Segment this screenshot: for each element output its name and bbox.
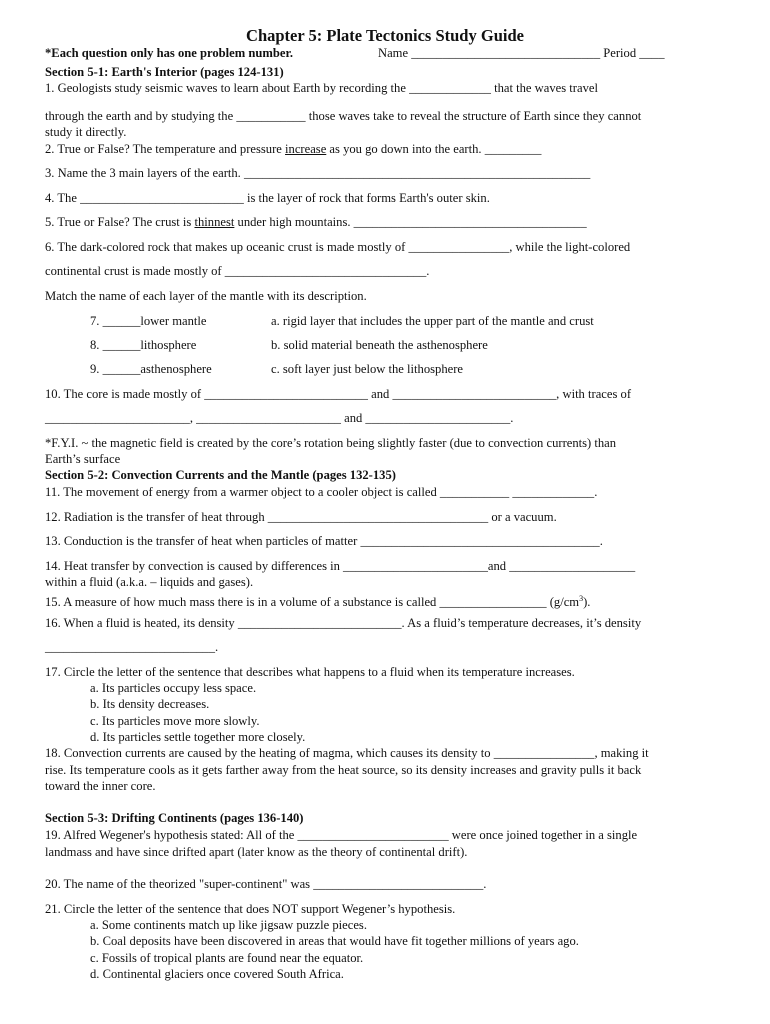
question-18-line-3: toward the inner core. (45, 779, 156, 793)
question-19-line-2: landmass and have since drifted apart (later know as the theory of continental drift). (45, 845, 468, 859)
question-8: 8. ______lithosphere (90, 338, 197, 352)
question-13: 13. Conduction is the transfer of heat when particles of matter ______________________________________. (45, 534, 603, 548)
question-5-blank: under high mountains. _____________________________________ (234, 215, 587, 229)
question-18-line-2: rise. Its temperature cools as it gets farther away from the heat source, so its density increases and gravity pulls it back (45, 763, 642, 777)
question-1-line-3: study it directly. (45, 125, 127, 139)
question-21-option-d: d. Continental glaciers once covered South Africa. (90, 967, 344, 981)
question-19-line-1: 19. Alfred Wegener's hypothesis stated: All of the ________________________ were once joined together in a single (45, 828, 638, 842)
question-7: 7. ______lower mantle (90, 314, 207, 328)
question-17-option-b: b. Its density decreases. (90, 697, 210, 711)
question-17-option-c: c. Its particles move more slowly. (90, 714, 260, 728)
page-title: Chapter 5: Plate Tectonics Study Guide (246, 26, 524, 45)
question-1-line-2: through the earth and by studying the ___________ those waves take to reveal the structure of Earth since they cannot (45, 109, 642, 123)
match-option-c: c. soft layer just below the lithosphere (271, 362, 464, 376)
question-15 (45, 591, 590, 610)
question-2 (45, 142, 541, 157)
question-21-option-b: b. Coal deposits have been discovered in areas that would have fit together millions of years ago. (90, 934, 579, 948)
question-5-text: 5. True or False? The crust is (45, 215, 195, 229)
question-20: 20. The name of the theorized "super-continent" was ___________________________. (45, 877, 487, 891)
question-5-underlined: thinnest (194, 215, 235, 229)
question-10-line-1: 10. The core is made mostly of __________________________ and __________________________, with traces of (45, 387, 632, 401)
section-heading-5-3: Section 5-3: Drifting Continents (pages 136-140) (45, 811, 304, 825)
instructions: *Each question only has one problem number. (45, 46, 294, 60)
question-14-line-1: 14. Heat transfer by convection is caused by differences in _______________________and ____________________ (45, 559, 636, 573)
question-21-option-a: a. Some continents match up like jigsaw puzzle pieces. (90, 918, 367, 932)
question-18-line-1: 18. Convection currents are caused by the heating of magma, which causes its density to ________________, making it (45, 746, 649, 760)
question-1-line-1: 1. Geologists study seismic waves to learn about Earth by recording the _____________ that the waves travel (45, 81, 598, 95)
question-21: 21. Circle the letter of the sentence that does NOT support Wegener’s hypothesis. (45, 902, 456, 916)
match-option-b: b. solid material beneath the asthenosphere (271, 338, 488, 352)
question-2-text: 2. True or False? The temperature and pressure (45, 142, 286, 156)
match-instructions: Match the name of each layer of the mantle with its description. (45, 289, 367, 303)
question-14-line-2: within a fluid (a.k.a. – liquids and gases). (45, 575, 254, 589)
question-6-line-1: 6. The dark-colored rock that makes up oceanic crust is made mostly of ________________, while the light-colored (45, 240, 631, 254)
match-option-a: a. rigid layer that includes the upper part of the mantle and crust (271, 314, 594, 328)
question-11: 11. The movement of energy from a warmer object to a cooler object is called ___________ _____________. (45, 485, 598, 499)
section-heading-5-2: Section 5-2: Convection Currents and the Mantle (pages 132-135) (45, 468, 396, 482)
question-10-line-2: _______________________, _______________________ and _______________________. (45, 411, 514, 425)
question-15-superscript: 3 (579, 594, 584, 603)
question-6-line-2: continental crust is made mostly of ________________________________. (45, 264, 430, 278)
question-3: 3. Name the 3 main layers of the earth. _______________________________________________________ (45, 166, 591, 180)
question-17-option-d: d. Its particles settle together more closely. (90, 730, 306, 744)
question-17: 17. Circle the letter of the sentence that describes what happens to a fluid when its temperature increases. (45, 665, 575, 679)
question-21-option-c: c. Fossils of tropical plants are found near the equator. (90, 951, 364, 965)
question-5 (45, 215, 587, 230)
name-period-field: Name ______________________________ Period ____ (378, 46, 665, 60)
question-2-underlined: increase (285, 142, 327, 156)
question-15-text: 15. A measure of how much mass there is in a volume of a substance is called _________________ (g/cm (45, 595, 580, 610)
question-12: 12. Radiation is the transfer of heat through ___________________________________ or a vacuum. (45, 510, 557, 524)
question-16-line-2: ___________________________. (45, 640, 219, 654)
question-15-end: ). (583, 595, 591, 610)
question-17-option-a: a. Its particles occupy less space. (90, 681, 257, 695)
question-2-blank: as you go down into the earth. _________ (326, 142, 542, 156)
question-9: 9. ______asthenosphere (90, 362, 212, 376)
question-16-line-1: 16. When a fluid is heated, its density __________________________. As a fluid’s temperature decreases, it’s density (45, 616, 642, 630)
fyi-note-line-2: Earth’s surface (45, 452, 121, 466)
question-4: 4. The __________________________ is the layer of rock that forms Earth's outer skin. (45, 191, 490, 205)
section-heading-5-1: Section 5-1: Earth's Interior (pages 124-131) (45, 65, 284, 79)
fyi-note-line-1: *F.Y.I. ~ the magnetic field is created by the core’s rotation being slightly faster (due to convection currents) than (45, 436, 617, 450)
